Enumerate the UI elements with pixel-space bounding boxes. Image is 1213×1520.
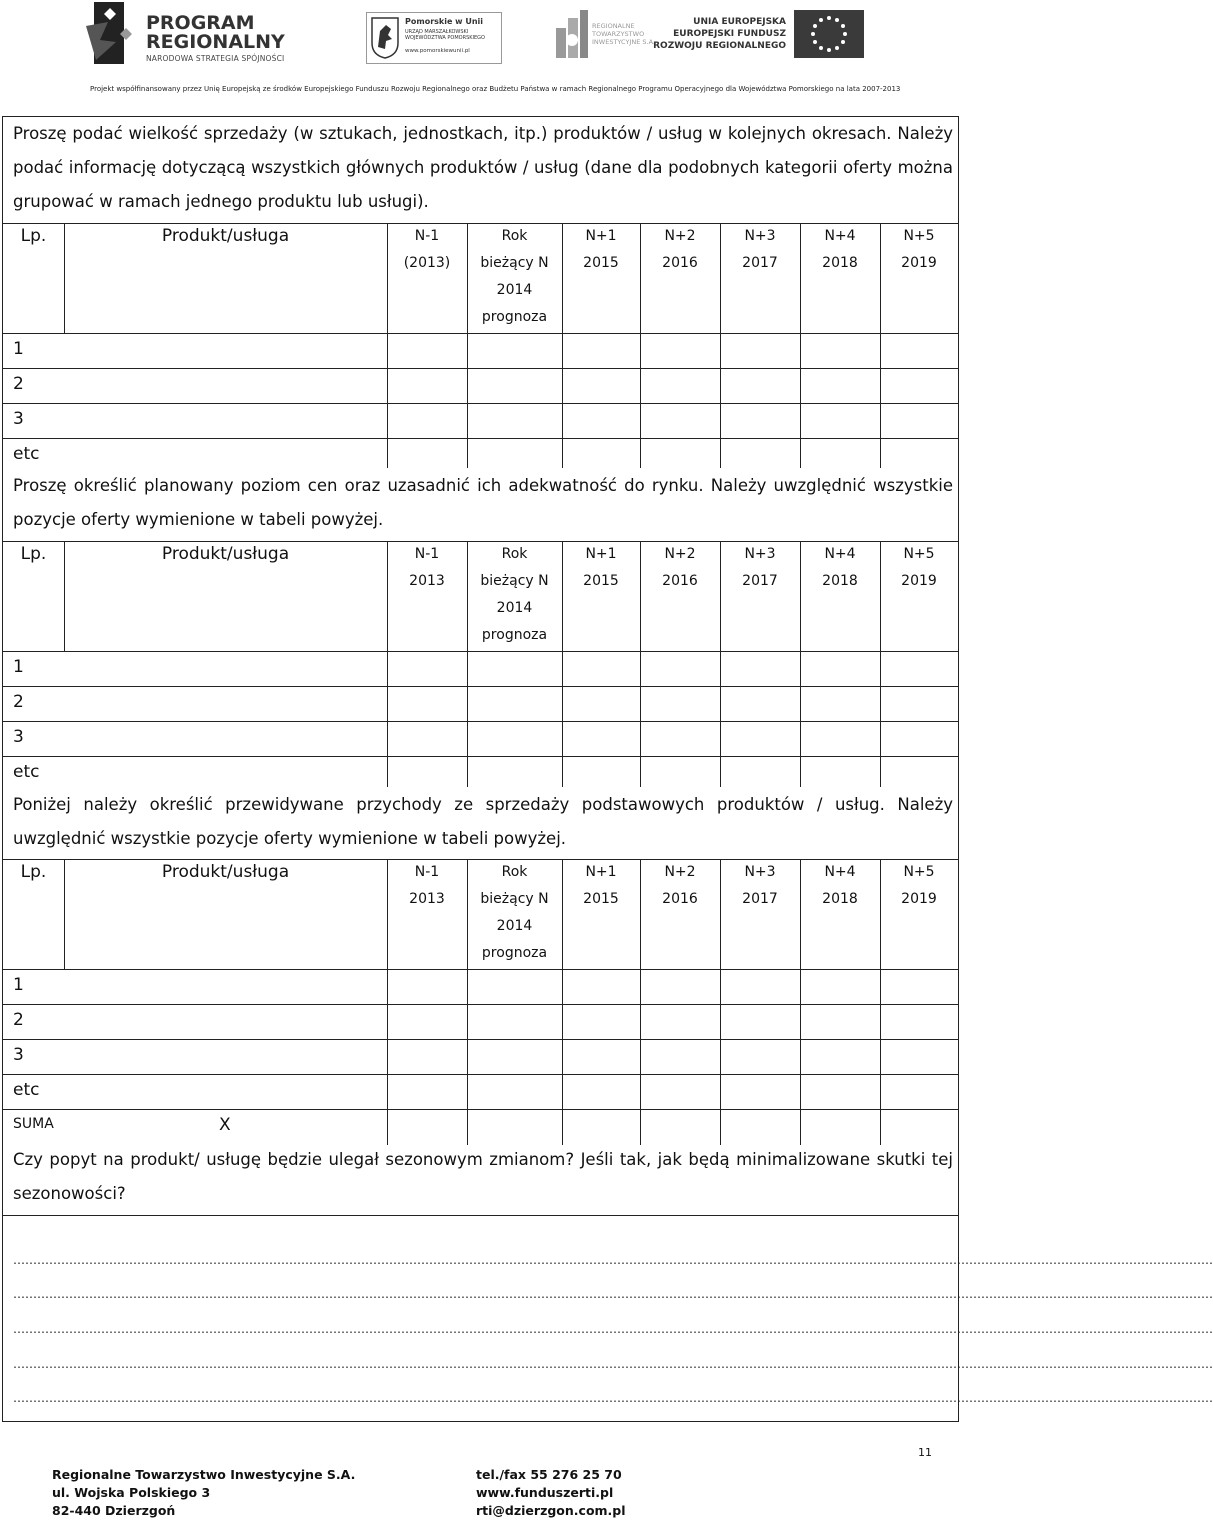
data-cell[interactable] <box>721 369 800 403</box>
column-header-period <box>387 859 467 913</box>
column-header-period <box>800 859 880 913</box>
data-cell[interactable] <box>881 757 958 791</box>
column-header-line: N-1 <box>414 864 440 880</box>
data-cell[interactable] <box>563 970 640 1004</box>
data-cell[interactable] <box>801 439 880 473</box>
data-cell[interactable] <box>881 1040 958 1074</box>
data-cell[interactable] <box>801 404 880 438</box>
column-header-line: 2019 <box>901 255 937 271</box>
column-header-line: (2013) <box>403 255 451 271</box>
data-cell[interactable] <box>641 334 720 368</box>
data-cell[interactable] <box>801 1075 880 1109</box>
data-cell[interactable] <box>468 970 562 1004</box>
column-header-product: Produkt/usługa <box>161 544 290 564</box>
column-header-line: N+4 <box>824 864 856 880</box>
data-cell[interactable] <box>721 722 800 756</box>
revenue-table <box>3 859 958 1145</box>
data-cell[interactable] <box>881 652 958 686</box>
column-header-period <box>640 223 720 277</box>
footer-company: Regionalne Towarzystwo Inwestycyjne S.A. <box>52 1467 356 1482</box>
griffin-shield-icon <box>371 17 399 59</box>
column-header-product: Produkt/usługa <box>161 862 290 882</box>
column-header-line: Rok <box>501 228 528 244</box>
data-cell[interactable] <box>468 439 562 473</box>
data-cell[interactable] <box>641 687 720 721</box>
data-cell[interactable] <box>641 1040 720 1074</box>
column-header-line: prognoza <box>481 945 548 961</box>
page-number: 11 <box>918 1446 932 1459</box>
data-cell[interactable] <box>468 1040 562 1074</box>
program-line3: NARODOWA STRATEGIA SPÓJNOŚCI <box>146 54 285 63</box>
cofinancing-caption: Projekt współfinansowany przez Unię Europejską ze środków Europejskiego Funduszu Rozwoju Regionalnego oraz Budżetu Państwa w ramach Regionalnego Programu Operacyjnego dla Województwa Pomorskiego na lata 2007-2013 <box>90 85 901 93</box>
data-cell[interactable] <box>801 722 880 756</box>
data-cell[interactable] <box>641 1075 720 1109</box>
data-cell[interactable] <box>641 369 720 403</box>
data-cell[interactable] <box>721 1005 800 1039</box>
data-cell[interactable] <box>563 687 640 721</box>
data-cell[interactable] <box>881 970 958 1004</box>
data-cell[interactable] <box>801 687 880 721</box>
program-line2: REGIONALNY <box>146 31 285 53</box>
column-header-lp: Lp. <box>20 226 47 246</box>
column-header-line: 2018 <box>822 573 858 589</box>
column-header-line: 2017 <box>742 573 778 589</box>
sales-form <box>2 116 1213 1422</box>
data-cell[interactable] <box>881 404 958 438</box>
column-header-period <box>880 541 958 595</box>
column-header-lp: Lp. <box>20 544 47 564</box>
answer-line[interactable]: ………………………………………………………………………………………………………………………………………………………………………………………………………………………………………………………………………… <box>13 1287 1213 1301</box>
row-number-label: 2 <box>13 692 24 712</box>
data-cell[interactable] <box>563 334 640 368</box>
column-header-line: 2016 <box>662 891 698 907</box>
column-header-lp: Lp. <box>20 862 47 882</box>
data-cell[interactable] <box>801 970 880 1004</box>
table-rule <box>3 1109 958 1110</box>
footer-contact <box>476 1466 626 1520</box>
divider <box>3 1215 958 1216</box>
price-level-table <box>3 541 958 787</box>
data-cell[interactable] <box>641 404 720 438</box>
pomorskie-office-line2: WOJEWÓDZTWA POMORSKIEGO <box>405 35 485 41</box>
row-number-label: etc <box>13 1080 40 1100</box>
data-cell[interactable] <box>468 369 562 403</box>
data-cell[interactable] <box>563 722 640 756</box>
data-cell[interactable] <box>721 404 800 438</box>
column-header-line: N+3 <box>744 546 776 562</box>
footer-address <box>52 1466 355 1520</box>
column-header-line: bieżący N <box>480 255 549 271</box>
footer-web[interactable]: www.funduszerti.pl <box>476 1485 614 1500</box>
data-cell[interactable] <box>881 369 958 403</box>
column-header-line: N+2 <box>664 864 696 880</box>
row-number-label: etc <box>13 444 40 464</box>
column-header-period <box>562 223 640 277</box>
data-cell[interactable] <box>388 652 467 686</box>
data-cell[interactable] <box>881 334 958 368</box>
row-number-label: 1 <box>13 339 24 359</box>
data-cell[interactable] <box>468 1005 562 1039</box>
footer-city: 82-440 Dzierzgoń <box>52 1503 176 1518</box>
eu-line3: ROZWOJU REGIONALNEGO <box>653 41 786 51</box>
rti-mark-icon <box>554 10 590 60</box>
data-cell[interactable] <box>388 722 467 756</box>
column-header-period <box>562 859 640 913</box>
data-cell[interactable] <box>641 970 720 1004</box>
row-number-label: 2 <box>13 1010 24 1030</box>
column-header-line: prognoza <box>481 309 548 325</box>
column-header-line: Rok <box>501 864 528 880</box>
sales-volume-table <box>3 223 958 468</box>
answer-line[interactable]: ………………………………………………………………………………………………………………………………………………………………………………………………………………………………………………………………………… <box>13 1357 1213 1371</box>
column-header-line: N-1 <box>414 228 440 244</box>
row-number-label: 3 <box>13 1045 24 1065</box>
column-header-period <box>800 223 880 277</box>
row-number-label: 2 <box>13 374 24 394</box>
program-regionalny-emblem-icon <box>86 2 136 64</box>
column-header-line: N+2 <box>664 228 696 244</box>
footer-phone: tel./fax 55 276 25 70 <box>476 1467 622 1482</box>
column-header-line: Rok <box>501 546 528 562</box>
pomorskie-office-line1: URZĄD MARSZAŁKOWSKI <box>405 29 469 35</box>
data-cell[interactable] <box>388 757 467 791</box>
column-header-product: Produkt/usługa <box>161 226 290 246</box>
data-cell[interactable] <box>563 1005 640 1039</box>
column-header-line: 2017 <box>742 255 778 271</box>
column-header-line: 2015 <box>583 255 619 271</box>
data-cell[interactable] <box>563 369 640 403</box>
program-regionalny-logo <box>86 2 316 64</box>
column-header-line: N+2 <box>664 546 696 562</box>
data-cell[interactable] <box>641 1005 720 1039</box>
column-header-line: 2014 <box>496 918 533 934</box>
data-cell[interactable] <box>881 1005 958 1039</box>
data-cell[interactable] <box>388 439 467 473</box>
data-cell[interactable] <box>881 722 958 756</box>
data-cell[interactable] <box>801 1040 880 1074</box>
data-cell[interactable] <box>468 404 562 438</box>
rti-line1: REGIONALNE <box>592 22 635 30</box>
eu-line2: EUROPEJSKI FUNDUSZ <box>673 29 786 39</box>
data-cell[interactable] <box>801 369 880 403</box>
column-header-line: bieżący N <box>480 891 549 907</box>
data-cell[interactable] <box>468 652 562 686</box>
data-cell[interactable] <box>468 722 562 756</box>
suma-x-mark: X <box>219 1115 231 1135</box>
data-cell[interactable] <box>641 439 720 473</box>
column-header-line: N+1 <box>585 864 617 880</box>
pomorskie-logo <box>366 12 502 64</box>
column-header-period <box>640 859 720 913</box>
data-cell[interactable] <box>641 722 720 756</box>
data-cell[interactable] <box>388 1005 467 1039</box>
data-cell[interactable] <box>641 757 720 791</box>
data-cell[interactable] <box>801 1005 880 1039</box>
row-number-label: etc <box>13 762 40 782</box>
column-rule <box>64 859 65 969</box>
eu-line1: UNIA EUROPEJSKA <box>693 17 786 27</box>
column-header-period <box>562 541 640 595</box>
program-line1: PROGRAM <box>146 12 255 34</box>
data-cell[interactable] <box>721 757 800 791</box>
column-header-line: prognoza <box>481 627 548 643</box>
answer-line[interactable]: ………………………………………………………………………………………………………………………………………………………………………………………………………………………………………………………………………… <box>13 1322 1213 1336</box>
data-cell[interactable] <box>563 1040 640 1074</box>
data-cell[interactable] <box>881 1075 958 1109</box>
data-cell[interactable] <box>388 369 467 403</box>
data-cell[interactable] <box>881 687 958 721</box>
column-header-line: N+4 <box>824 546 856 562</box>
column-header-line: 2016 <box>662 573 698 589</box>
data-cell[interactable] <box>801 334 880 368</box>
data-cell[interactable] <box>563 1075 640 1109</box>
data-cell[interactable] <box>468 757 562 791</box>
page-header <box>0 0 960 100</box>
column-header-line: N+3 <box>744 228 776 244</box>
column-header-line: 2015 <box>583 573 619 589</box>
column-header-period <box>467 541 562 649</box>
data-cell[interactable] <box>468 1075 562 1109</box>
column-header-line: 2016 <box>662 255 698 271</box>
column-header-period <box>387 541 467 595</box>
column-header-line: N-1 <box>414 546 440 562</box>
column-header-line: N+4 <box>824 228 856 244</box>
eu-text <box>653 16 786 52</box>
data-cell[interactable] <box>388 970 467 1004</box>
pomorskie-title: Pomorskie w Unii <box>405 17 484 26</box>
column-header-line: 2013 <box>409 891 445 907</box>
column-header-period <box>720 541 800 595</box>
eu-flag-icon <box>794 10 864 58</box>
rti-line2: TOWARZYSTWO <box>592 30 645 38</box>
column-header-period <box>880 223 958 277</box>
column-header-period <box>467 859 562 967</box>
column-header-line: bieżący N <box>480 573 549 589</box>
answer-line[interactable]: ………………………………………………………………………………………………………………………………………………………………………………………………………………………………………………………………………… <box>13 1253 1213 1267</box>
column-header-line: 2014 <box>496 600 533 616</box>
data-cell[interactable] <box>468 334 562 368</box>
data-cell[interactable] <box>641 652 720 686</box>
column-header-line: N+5 <box>903 864 935 880</box>
pomorskie-url: www.pomorskiewunii.pl <box>405 48 470 54</box>
data-cell[interactable] <box>721 1075 800 1109</box>
data-cell[interactable] <box>721 1040 800 1074</box>
data-cell[interactable] <box>801 652 880 686</box>
data-cell[interactable] <box>388 334 467 368</box>
row-number-label: 3 <box>13 409 24 429</box>
column-header-period <box>640 541 720 595</box>
column-rule <box>64 223 65 333</box>
column-rule <box>64 541 65 651</box>
row-number-label: 1 <box>13 657 24 677</box>
column-header-line: N+5 <box>903 546 935 562</box>
column-header-line: N+5 <box>903 228 935 244</box>
column-header-line: 2019 <box>901 891 937 907</box>
rti-logo <box>554 10 664 60</box>
rti-line3: INWESTYCYJNE S.A. <box>592 38 655 46</box>
data-cell[interactable] <box>563 404 640 438</box>
pomorskie-office <box>405 29 485 41</box>
column-header-period <box>387 223 467 277</box>
suma-label: SUMA <box>13 1116 54 1132</box>
section2-intro: Proszę określić planowany poziom cen oraz uzasadnić ich adekwatność do rynku. Należy uwzględnić wszystkie pozycje oferty wymienione w tabeli powyżej. <box>13 476 953 529</box>
data-cell[interactable] <box>563 757 640 791</box>
column-header-line: 2014 <box>496 282 533 298</box>
column-header-period <box>800 541 880 595</box>
column-header-period <box>880 859 958 913</box>
section3-intro: Poniżej należy określić przewidywane przychody ze sprzedaży podstawowych produktów / usług. Należy uwzględnić wszystkie pozycje oferty wymienione w tabeli powyżej. <box>13 795 953 848</box>
column-header-line: N+1 <box>585 228 617 244</box>
row-number-label: 1 <box>13 975 24 995</box>
data-cell[interactable] <box>721 439 800 473</box>
data-cell[interactable] <box>388 1040 467 1074</box>
data-cell[interactable] <box>468 687 562 721</box>
data-cell[interactable] <box>563 439 640 473</box>
footer-street: ul. Wojska Polskiego 3 <box>52 1485 211 1500</box>
seasonality-question: Czy popyt na produkt/ usługę będzie ulegał sezonowym zmianom? Jeśli tak, jak będą minimalizowane skutki tej sezonowości? <box>13 1150 953 1203</box>
column-header-line: N+1 <box>585 546 617 562</box>
data-cell[interactable] <box>563 652 640 686</box>
column-header-line: 2013 <box>409 573 445 589</box>
data-cell[interactable] <box>388 687 467 721</box>
column-header-line: N+3 <box>744 864 776 880</box>
rti-text <box>592 22 655 46</box>
column-header-line: 2015 <box>583 891 619 907</box>
column-header-period <box>467 223 562 331</box>
data-cell[interactable] <box>721 970 800 1004</box>
row-number-label: 3 <box>13 727 24 747</box>
section1-intro: Proszę podać wielkość sprzedaży (w sztukach, jednostkach, itp.) produktów / usług w kolejnych okresach. Należy podać informację dotyczącą wszystkich głównych produktów / usług (dane dla podobnych kategorii oferty można grupować w ramach jednego produktu lub usługi). <box>13 124 953 211</box>
data-cell[interactable] <box>721 687 800 721</box>
eu-logo <box>653 10 864 58</box>
column-header-period <box>720 859 800 913</box>
column-header-line: 2019 <box>901 573 937 589</box>
column-header-line: 2018 <box>822 891 858 907</box>
answer-line[interactable]: ………………………………………………………………………………………………………………………………………………………………………………………………………………………………………………………………………… <box>13 1391 1213 1405</box>
data-cell[interactable] <box>801 757 880 791</box>
data-cell[interactable] <box>388 1075 467 1109</box>
data-cell[interactable] <box>721 652 800 686</box>
column-header-period <box>720 223 800 277</box>
data-cell[interactable] <box>721 334 800 368</box>
data-cell[interactable] <box>881 439 958 473</box>
data-cell[interactable] <box>388 404 467 438</box>
column-header-line: 2018 <box>822 255 858 271</box>
column-header-line: 2017 <box>742 891 778 907</box>
footer-email[interactable]: rti@dzierzgon.com.pl <box>476 1503 626 1518</box>
